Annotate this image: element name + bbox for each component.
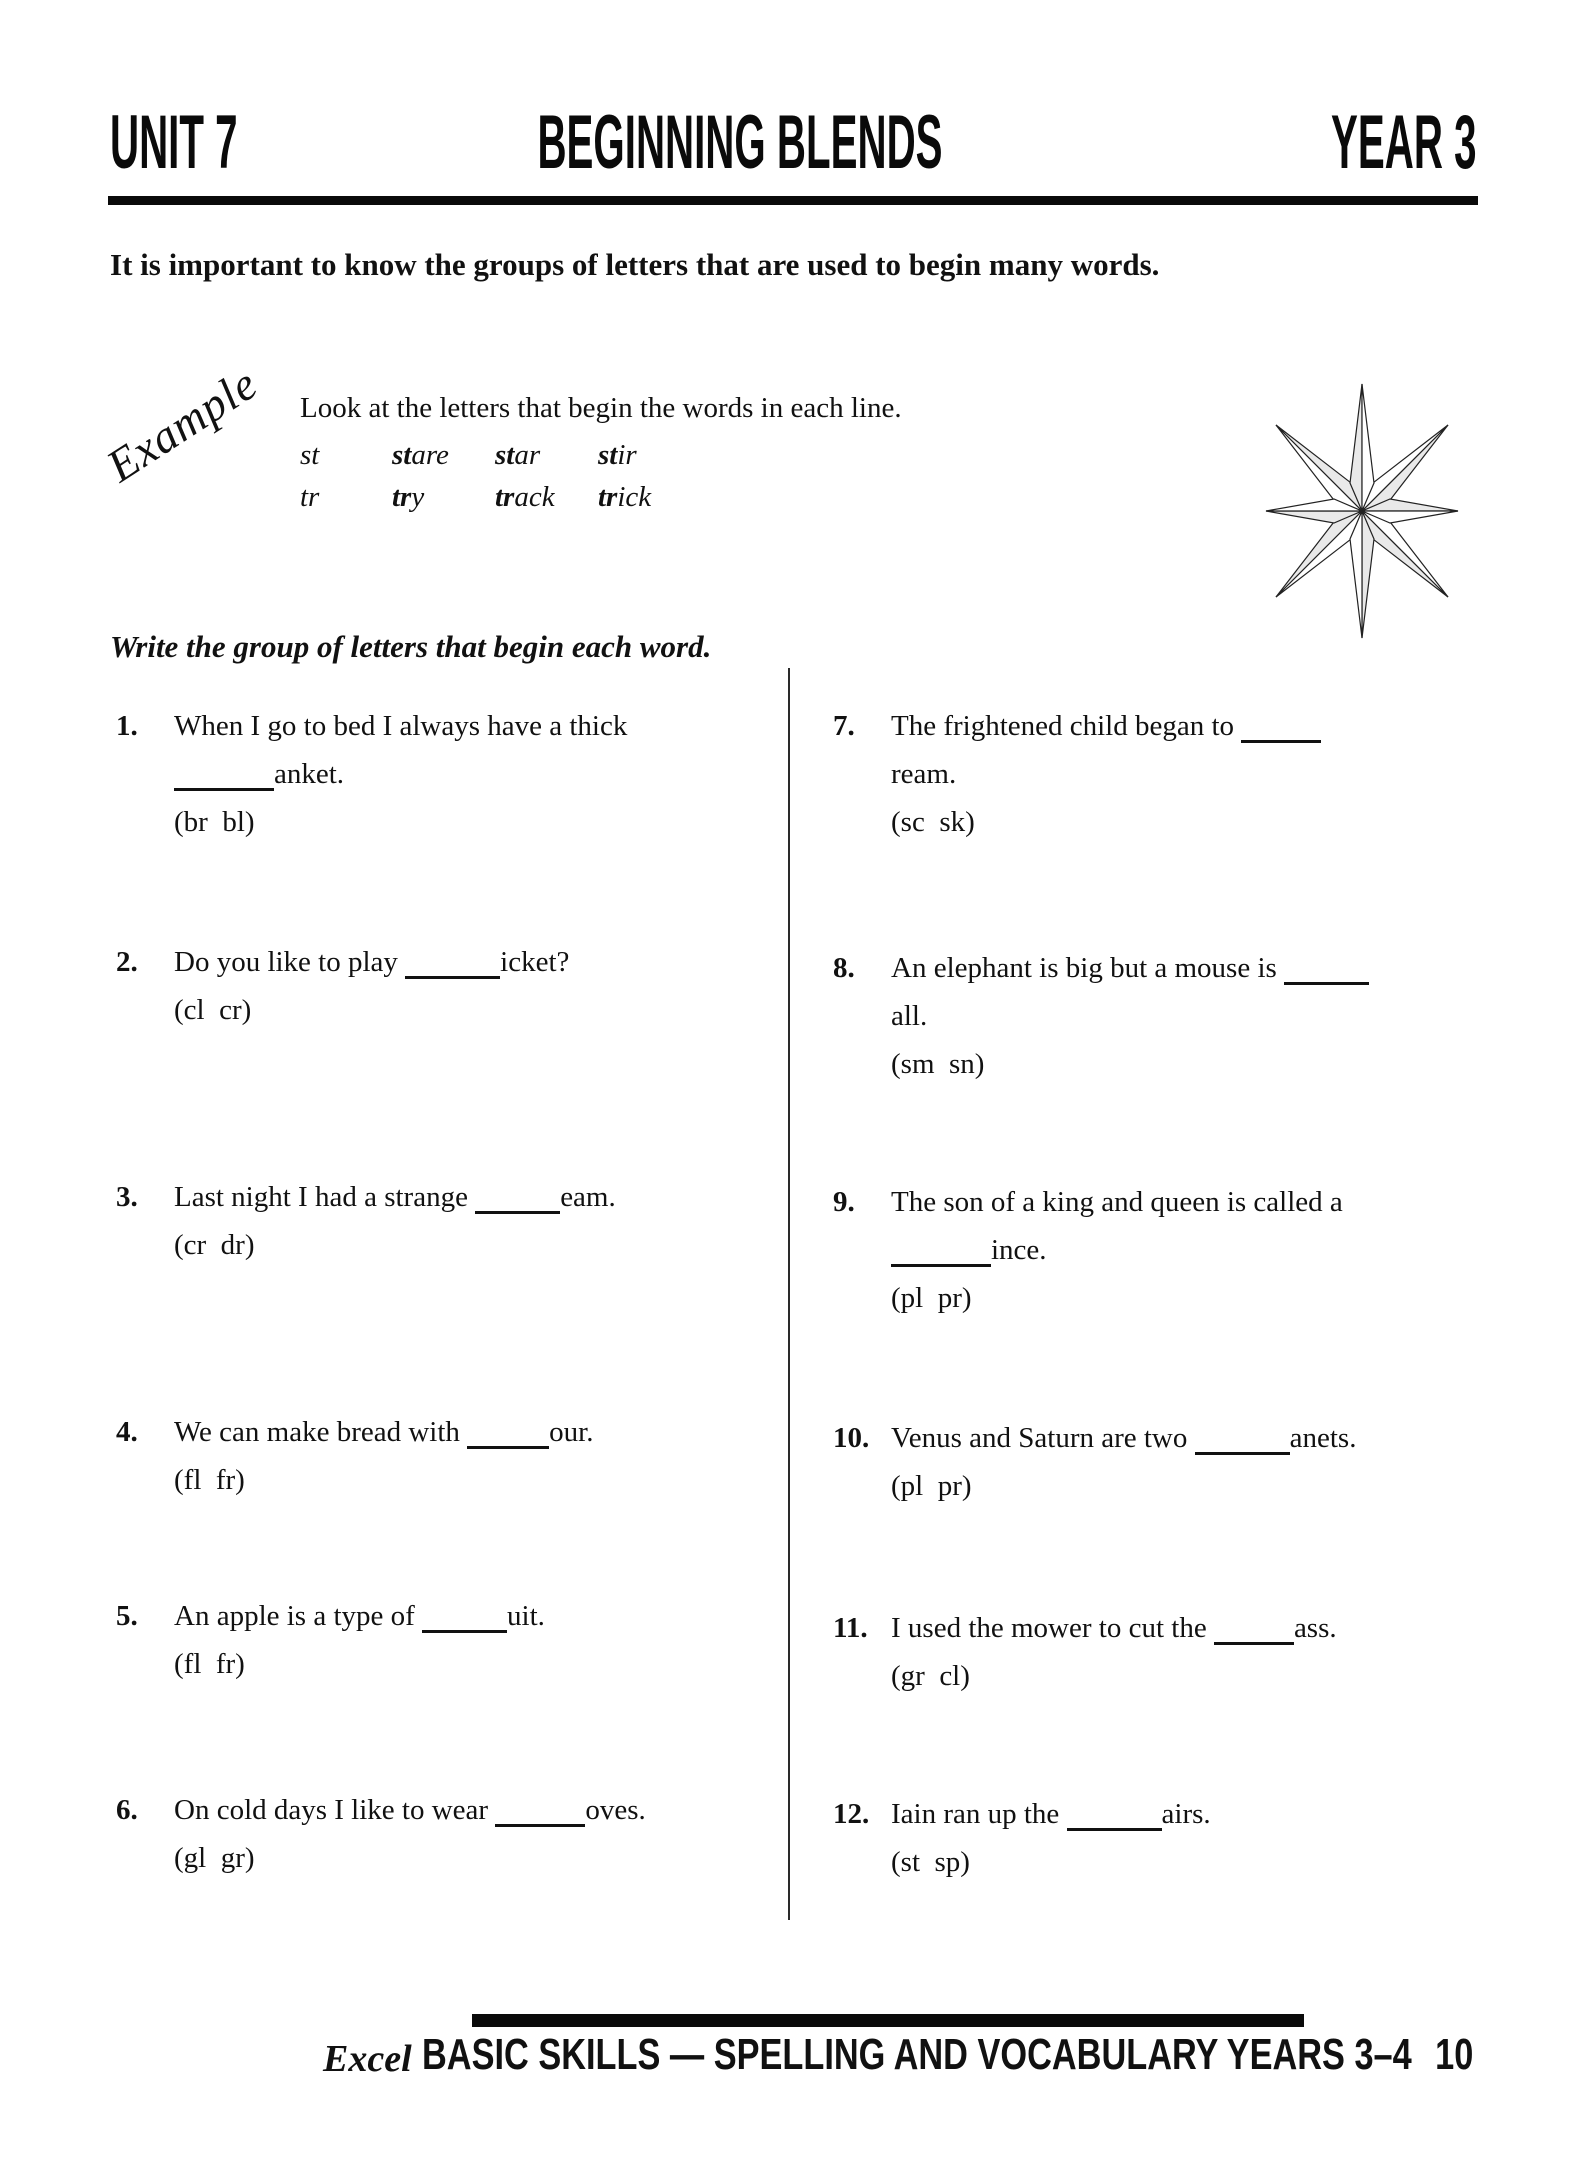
question-number: 6. — [116, 1794, 138, 1826]
question-item — [116, 1173, 764, 1269]
question-body — [891, 1414, 1481, 1510]
question-number: 7. — [833, 710, 855, 742]
header-unit: UNIT 7 — [110, 100, 238, 185]
question-text: ince. — [991, 1234, 1047, 1266]
question-text: When I go to bed I always have a thick — [174, 710, 628, 742]
question-text: ream. — [891, 758, 957, 790]
example-label: Example — [97, 357, 267, 492]
question-options: (gl gr) — [174, 1842, 255, 1874]
question-item — [116, 938, 764, 1034]
question-options: (pl pr) — [891, 1282, 972, 1314]
footer — [323, 2030, 1587, 2081]
question-text: anket. — [274, 758, 345, 790]
question-text: Last night I had a strange — [174, 1181, 476, 1213]
question-line — [174, 1408, 764, 1456]
question-number: 12. — [833, 1798, 870, 1830]
question-number: 5. — [116, 1600, 138, 1632]
question-number: 3. — [116, 1181, 138, 1213]
question-text: Iain ran up the — [891, 1798, 1067, 1830]
example-blend: st — [300, 439, 320, 471]
question-text: I used the mower to cut the — [891, 1612, 1214, 1644]
question-line — [891, 702, 1481, 750]
footer-page-number: 10 — [1434, 2030, 1473, 2079]
question-text: all. — [891, 1000, 928, 1032]
question-line — [174, 938, 764, 986]
question-item — [833, 944, 1481, 1088]
example-word-rest: are — [411, 439, 449, 471]
question-body — [174, 1786, 764, 1882]
question-text: Do you like to play — [174, 946, 406, 978]
question-body — [174, 938, 764, 1034]
question-item — [116, 1408, 764, 1504]
example-word-prefix: st — [392, 439, 412, 471]
blank-field — [1241, 710, 1321, 743]
question-number: 4. — [116, 1416, 138, 1448]
question-text: oves. — [585, 1794, 646, 1826]
question-text: ass. — [1293, 1612, 1337, 1644]
example-word — [392, 434, 495, 476]
blank-field — [422, 1600, 507, 1633]
question-options: (gr cl) — [891, 1660, 970, 1692]
column-divider — [788, 668, 790, 1920]
question-text: We can make bread with — [174, 1416, 468, 1448]
example-word — [598, 476, 701, 518]
example-block — [300, 390, 902, 518]
question-line — [891, 1178, 1481, 1226]
question-line — [891, 992, 1481, 1040]
question-options: (fl fr) — [174, 1648, 245, 1680]
header-year: YEAR 3 — [1331, 100, 1477, 185]
example-word-prefix: tr — [598, 481, 618, 513]
question-body — [174, 1173, 764, 1269]
question-item — [116, 1592, 764, 1688]
question-item — [833, 1604, 1481, 1700]
question-body — [891, 1790, 1481, 1886]
example-row — [300, 476, 902, 518]
example-word-rest: ick — [617, 481, 652, 513]
question-text: An apple is a type of — [174, 1600, 423, 1632]
example-word-rest: ack — [514, 481, 555, 513]
question-options: (pl pr) — [891, 1470, 972, 1502]
question-line — [174, 1592, 764, 1640]
header-rule — [108, 196, 1478, 205]
question-options: (sm sn) — [891, 1048, 985, 1080]
blank-field — [1195, 1422, 1290, 1455]
question-number: 11. — [833, 1612, 868, 1644]
footer-series: BASIC SKILLS — SPELLING AND VOCABULARY YEARS 3–4 — [421, 2030, 1412, 2079]
question-line — [174, 1786, 764, 1834]
question-item — [833, 702, 1481, 846]
example-caption: Look at the letters that begin the words in each line. — [300, 392, 902, 424]
question-body — [174, 1408, 764, 1504]
question-number: 8. — [833, 952, 855, 984]
question-item — [833, 1790, 1481, 1886]
question-text: The frightened child began to — [891, 710, 1242, 742]
question-line — [891, 1790, 1481, 1838]
question-options: (cr dr) — [174, 1229, 255, 1261]
question-body — [174, 702, 764, 846]
example-blend: tr — [300, 481, 320, 513]
blank-field — [495, 1794, 585, 1827]
question-item — [116, 1786, 764, 1882]
question-options: (st sp) — [891, 1846, 970, 1878]
example-word-rest: y — [411, 481, 425, 513]
footer-bar — [472, 2014, 1304, 2027]
intro-text: It is important to know the groups of letters that are used to begin many words. — [110, 247, 1160, 282]
question-line — [891, 1604, 1481, 1652]
example-word — [495, 434, 598, 476]
example-row — [300, 434, 902, 476]
question-text: The son of a king and queen is called a — [891, 1186, 1343, 1218]
footer-brand: Excel — [323, 2038, 412, 2080]
question-text: anets. — [1289, 1422, 1357, 1454]
example-table — [300, 434, 902, 518]
example-word-rest: ar — [514, 439, 541, 471]
blank-field — [467, 1416, 549, 1449]
question-line — [174, 702, 764, 750]
instruction-text: Write the group of letters that begin each word. — [110, 629, 712, 664]
blank-field — [475, 1181, 560, 1214]
question-text: uit. — [507, 1600, 545, 1632]
blank-field — [1067, 1798, 1162, 1831]
question-line — [174, 1173, 764, 1221]
blank-field — [891, 1234, 991, 1267]
blank-field — [405, 946, 500, 979]
blank-field — [174, 758, 274, 791]
question-line — [891, 1414, 1481, 1462]
example-word — [392, 476, 495, 518]
question-number: 9. — [833, 1186, 855, 1218]
example-word-prefix: tr — [392, 481, 412, 513]
question-body — [891, 702, 1481, 846]
blank-field — [1284, 952, 1369, 985]
question-line — [891, 944, 1481, 992]
question-item — [116, 702, 764, 846]
question-number: 2. — [116, 946, 138, 978]
question-line — [891, 750, 1481, 798]
question-text: On cold days I like to wear — [174, 1794, 496, 1826]
question-line — [891, 1226, 1481, 1274]
question-text: Venus and Saturn are two — [891, 1422, 1195, 1454]
question-text: our. — [549, 1416, 594, 1448]
question-options: (cl cr) — [174, 994, 252, 1026]
question-item — [833, 1414, 1481, 1510]
example-word — [598, 434, 701, 476]
question-text: airs. — [1161, 1798, 1211, 1830]
example-word-prefix: st — [598, 439, 618, 471]
page-title: BEGINNING BLENDS — [537, 100, 943, 185]
example-word-rest: ir — [617, 439, 637, 471]
question-body — [891, 1604, 1481, 1700]
question-options: (sc sk) — [891, 806, 975, 838]
question-text: An elephant is big but a mouse is — [891, 952, 1285, 984]
question-body — [891, 1178, 1481, 1322]
question-body — [174, 1592, 764, 1688]
question-options: (fl fr) — [174, 1464, 245, 1496]
example-word — [495, 476, 598, 518]
question-item — [833, 1178, 1481, 1322]
question-text: eam. — [560, 1181, 616, 1213]
example-word-prefix: st — [495, 439, 515, 471]
question-text: icket? — [500, 946, 570, 978]
eight-point-star-icon — [1262, 382, 1462, 640]
question-body — [891, 944, 1481, 1088]
question-line — [174, 750, 764, 798]
question-options: (br bl) — [174, 806, 255, 838]
blank-field — [1214, 1612, 1294, 1645]
question-number: 10. — [833, 1422, 870, 1454]
question-number: 1. — [116, 710, 138, 742]
example-word-prefix: tr — [495, 481, 515, 513]
